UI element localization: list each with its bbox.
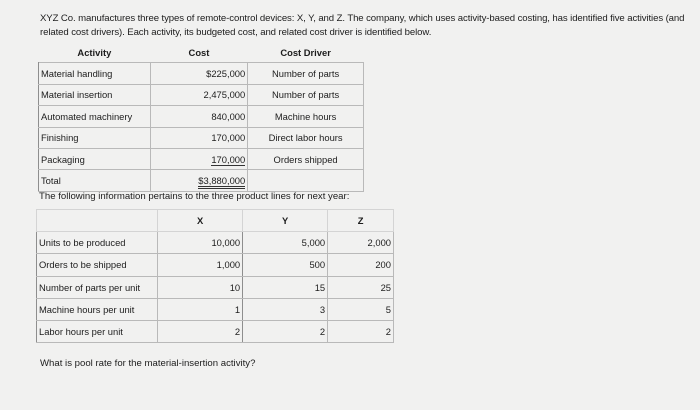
cost-driver: Direct labor hours <box>248 127 364 148</box>
cost-driver: Orders shipped <box>248 148 364 169</box>
activity-name: Material insertion <box>39 84 151 105</box>
value-y: 15 <box>243 276 328 298</box>
table-row <box>37 298 394 320</box>
table-row <box>37 254 394 276</box>
table-row <box>37 320 394 342</box>
header-cost-driver: Cost Driver <box>280 46 331 58</box>
row-label: Machine hours per unit <box>37 298 158 320</box>
cost-driver: Number of parts <box>248 63 364 84</box>
header-activity: Activity <box>77 46 112 58</box>
header-product-y: Y <box>243 210 328 232</box>
cost-driver <box>248 170 364 191</box>
table-row <box>37 232 394 254</box>
value-y: 2 <box>243 320 328 342</box>
activity-cost: $225,000 <box>150 63 248 84</box>
header-cost: Cost <box>188 46 210 58</box>
total-label: Total <box>39 170 151 191</box>
value-x: 1,000 <box>158 254 243 276</box>
value-z: 25 <box>328 276 394 298</box>
table-row <box>39 84 364 105</box>
value-x: 2 <box>158 320 243 342</box>
value-y: 3 <box>243 298 328 320</box>
activity-name: Material handling <box>39 63 151 84</box>
activity-name: Automated machinery <box>39 106 151 127</box>
value-z: 200 <box>328 254 394 276</box>
table-row <box>39 127 364 148</box>
row-label: Units to be produced <box>37 232 158 254</box>
activity-cost-table <box>38 42 364 192</box>
value-y: 5,000 <box>243 232 328 254</box>
table-row <box>37 276 394 298</box>
product-line-table <box>36 209 394 343</box>
header-product-x: X <box>158 210 243 232</box>
activity-cost: 2,475,000 <box>150 84 248 105</box>
activity-cost: 840,000 <box>150 106 248 127</box>
table-row <box>39 106 364 127</box>
activity-cost: 170,000 <box>150 127 248 148</box>
cost-driver: Machine hours <box>248 106 364 127</box>
activity-cost: 170,000 <box>150 148 248 169</box>
value-x: 10 <box>158 276 243 298</box>
value-z: 5 <box>328 298 394 320</box>
product-table-header <box>37 210 394 232</box>
row-label: Number of parts per unit <box>37 276 158 298</box>
activity-name: Packaging <box>39 148 151 169</box>
row-label: Orders to be shipped <box>37 254 158 276</box>
value-x: 10,000 <box>158 232 243 254</box>
activity-name: Finishing <box>39 127 151 148</box>
table-row <box>39 63 364 84</box>
cost-driver: Number of parts <box>248 84 364 105</box>
value-x: 1 <box>158 298 243 320</box>
table-row <box>39 148 364 169</box>
question-text: What is pool rate for the material-insertion activity? <box>40 358 256 369</box>
header-blank <box>37 210 158 232</box>
value-y: 500 <box>243 254 328 276</box>
value-z: 2 <box>328 320 394 342</box>
row-label: Labor hours per unit <box>37 320 158 342</box>
problem-intro: XYZ Co. manufactures three types of remote-control devices: X, Y, and Z. The company, which uses activity-based costing, has identified five activities (and related cost drivers). Each activity, its budgeted cost, and related cost driver is identified below. <box>40 13 685 38</box>
header-product-z: Z <box>328 210 394 232</box>
value-z: 2,000 <box>328 232 394 254</box>
activity-table-header <box>39 42 364 63</box>
total-row <box>39 170 364 191</box>
total-cost: $3,880,000 <box>150 170 248 191</box>
product-info-intro: The following information pertains to the three product lines for next year: <box>39 191 350 202</box>
